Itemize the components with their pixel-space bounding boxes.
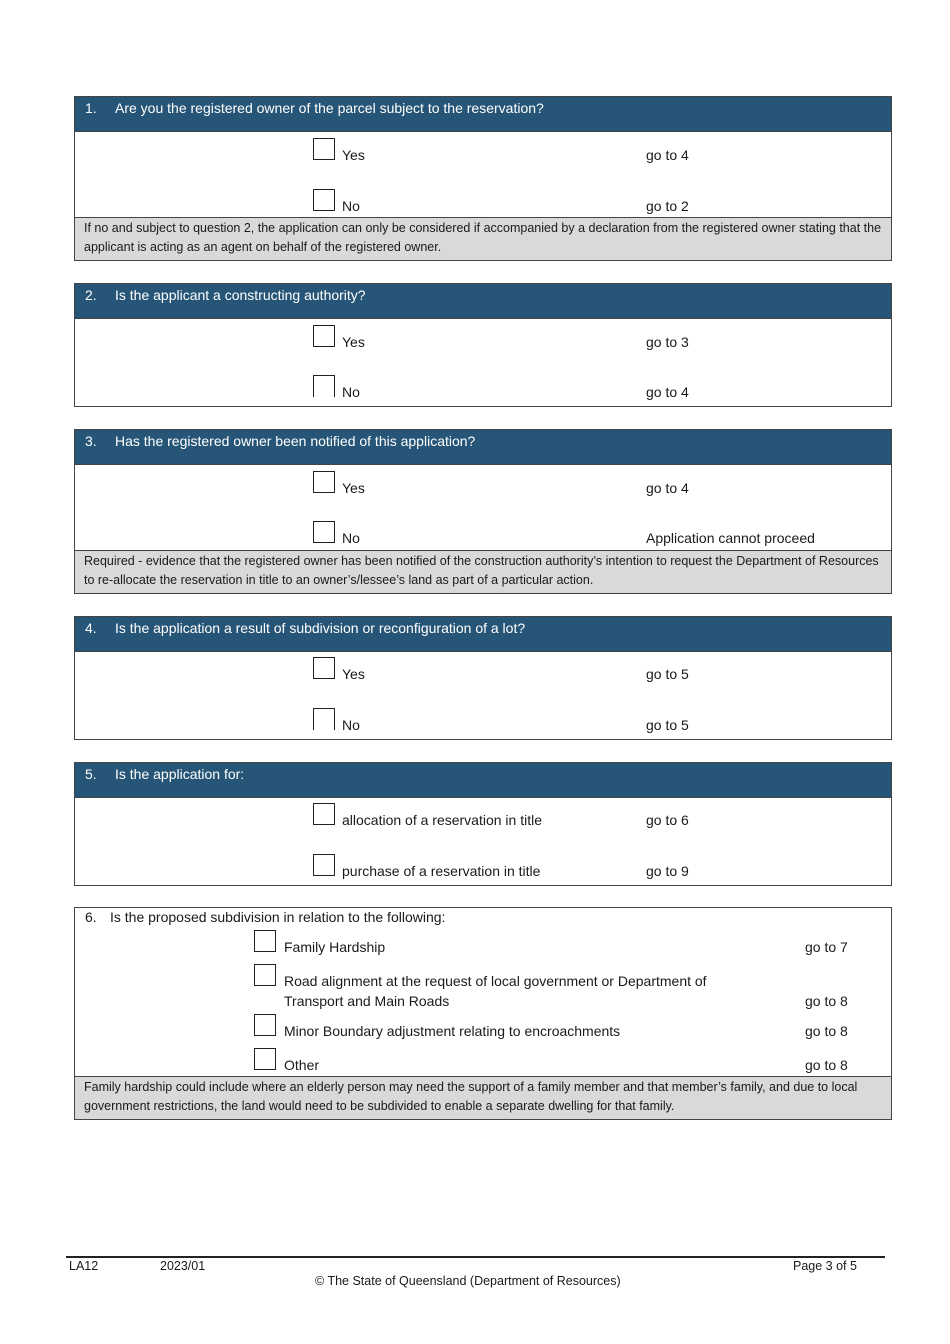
- option-label: No: [342, 198, 360, 214]
- option-label: Yes: [342, 480, 365, 496]
- question-1-section: [74, 96, 892, 261]
- option-label: No: [342, 384, 360, 400]
- question-5-header: [75, 763, 891, 798]
- question-number: 2.: [85, 287, 97, 303]
- question-number: 3.: [85, 433, 97, 449]
- goto-instruction: go to 4: [646, 480, 689, 496]
- option-label: Yes: [342, 147, 365, 163]
- option-label: Other: [284, 1057, 320, 1073]
- no-checkbox[interactable]: [313, 189, 335, 211]
- question-text: Is the proposed subdivision in relation to the following:: [110, 909, 446, 925]
- question-text: Is the applicant a constructing authority?: [115, 287, 366, 303]
- goto-instruction: go to 9: [646, 863, 689, 879]
- question-number: 5.: [85, 766, 97, 782]
- option-label: No: [342, 717, 360, 733]
- option-label-continued: Transport and Main Roads: [284, 993, 450, 1009]
- goto-instruction: go to 6: [646, 812, 689, 828]
- form-code: LA12: [69, 1259, 99, 1273]
- no-checkbox[interactable]: [313, 708, 335, 730]
- question-text: Is the application a result of subdivision or reconfiguration of a lot?: [115, 620, 526, 636]
- question-2-header: [75, 284, 891, 319]
- copyright: © The State of Queensland (Department of Resources): [315, 1274, 621, 1288]
- option-label: allocation of a reservation in title: [342, 812, 542, 828]
- minor-boundary-checkbox[interactable]: [254, 1014, 276, 1036]
- yes-checkbox[interactable]: [313, 138, 335, 160]
- question-4-header: [75, 617, 891, 652]
- goto-instruction: go to 8: [805, 1057, 848, 1073]
- question-text: Has the registered owner been notified of this application?: [115, 433, 476, 449]
- question-2-section: [74, 283, 892, 407]
- goto-instruction: go to 5: [646, 717, 689, 733]
- allocation-checkbox[interactable]: [313, 803, 335, 825]
- question-3-section: [74, 429, 892, 594]
- yes-checkbox[interactable]: [313, 325, 335, 347]
- goto-instruction: go to 8: [805, 1023, 848, 1039]
- form-version: 2023/01: [160, 1259, 206, 1273]
- question-text: Are you the registered owner of the parcel subject to the reservation?: [115, 100, 544, 116]
- question-note: Required - evidence that the registered owner has been notified of the construction authority’s intention to request the Department of Resources to re-allocate the reservation in title to an owner’s/lessee’s land as part of a particular action.: [75, 550, 891, 593]
- yes-checkbox[interactable]: [313, 471, 335, 493]
- option-label: purchase of a reservation in title: [342, 863, 541, 879]
- question-6-section: [74, 907, 892, 1120]
- question-5-section: [74, 762, 892, 886]
- question-3-header: [75, 430, 891, 465]
- option-label: Yes: [342, 666, 365, 682]
- goto-instruction: Application cannot proceed: [646, 530, 815, 546]
- goto-instruction: go to 7: [805, 939, 848, 955]
- question-note: If no and subject to question 2, the application can only be considered if accompanied by a declaration from the registered owner stating that the applicant is acting as an agent on behalf of the registered owner.: [75, 217, 891, 260]
- goto-instruction: go to 2: [646, 198, 689, 214]
- option-label: Road alignment at the request of local government or Department of: [284, 973, 707, 989]
- question-4-section: [74, 616, 892, 740]
- question-number: 1.: [85, 100, 97, 116]
- question-number: 4.: [85, 620, 97, 636]
- question-text: Is the application for:: [115, 766, 245, 782]
- no-checkbox[interactable]: [313, 521, 335, 543]
- family-hardship-checkbox[interactable]: [254, 930, 276, 952]
- goto-instruction: go to 8: [805, 993, 848, 1009]
- question-note: Family hardship could include where an elderly person may need the support of a family member and that member’s family, and due to local government restrictions, the land would need to be subdivided to enable a separate dwelling for that family.: [75, 1076, 891, 1119]
- question-1-header: [75, 97, 891, 132]
- goto-instruction: go to 4: [646, 384, 689, 400]
- purchase-checkbox[interactable]: [313, 854, 335, 876]
- goto-instruction: go to 5: [646, 666, 689, 682]
- goto-instruction: go to 4: [646, 147, 689, 163]
- road-alignment-checkbox[interactable]: [254, 964, 276, 986]
- option-label: No: [342, 530, 360, 546]
- no-checkbox[interactable]: [313, 375, 335, 397]
- footer-divider: [66, 1256, 885, 1258]
- option-label: Yes: [342, 334, 365, 350]
- yes-checkbox[interactable]: [313, 657, 335, 679]
- option-label: Family Hardship: [284, 939, 386, 955]
- other-checkbox[interactable]: [254, 1048, 276, 1070]
- question-number: 6.: [85, 909, 97, 925]
- page-number: Page 3 of 5: [793, 1259, 857, 1273]
- option-label: Minor Boundary adjustment relating to encroachments: [284, 1023, 621, 1039]
- goto-instruction: go to 3: [646, 334, 689, 350]
